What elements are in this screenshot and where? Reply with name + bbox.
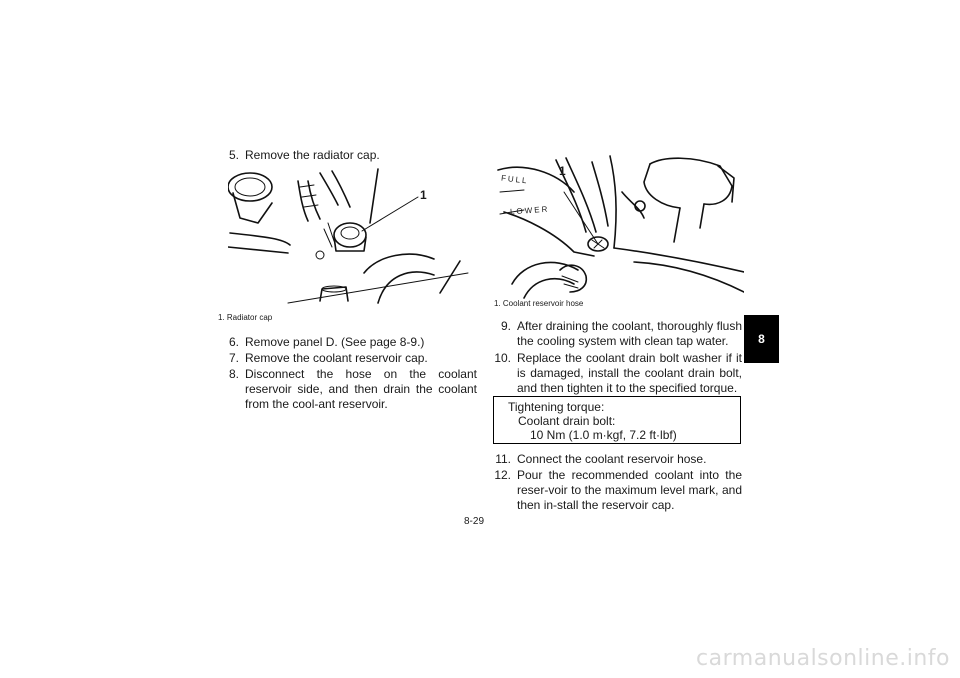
step-6: [217, 335, 477, 351]
step-number: 7.: [228, 351, 239, 365]
torque-value: 10 Nm (1.0 m·kgf, 7.2 ft·lbf): [530, 428, 677, 442]
step-number: 9.: [500, 319, 511, 333]
figure-1-callout: 1: [420, 188, 427, 202]
step-11: [489, 452, 742, 468]
step-9: [489, 319, 742, 351]
step-7: [217, 351, 477, 367]
radiator-cap-illustration: [228, 163, 478, 313]
watermark: carmanualsonline.info: [696, 646, 950, 671]
step-number: 10.: [494, 351, 511, 365]
coolant-reservoir-illustration: [494, 152, 744, 300]
step-text: Replace the coolant drain bolt washer if it is damaged, install the coolant drain bolt, and then tighten it to the specified torque.: [517, 351, 742, 395]
step-text: Remove panel D. (See page 8-9.): [245, 335, 425, 349]
full-level-mark: FULL: [500, 173, 529, 186]
step-number: 6.: [228, 335, 239, 349]
step-8: [217, 367, 477, 415]
step-text: Connect the coolant reservoir hose.: [517, 452, 707, 466]
section-tab: 8: [744, 315, 779, 363]
step-10: [489, 351, 742, 399]
step-number: 5.: [228, 148, 239, 162]
page-number: 8-29: [464, 516, 485, 527]
step-text: Disconnect the hose on the coolant reservoir side, and then drain the coolant from the cool-ant reservoir.: [245, 367, 477, 411]
figure-1-caption: 1. Radiator cap: [218, 313, 273, 322]
figure-2-caption: 1. Coolant reservoir hose: [494, 299, 584, 308]
step-text: After draining the coolant, thoroughly flush the cooling system with clean tap water.: [517, 319, 742, 348]
step-number: 8.: [228, 367, 239, 381]
step-5: [217, 148, 477, 164]
step-text: Remove the radiator cap.: [245, 148, 380, 162]
step-number: 12.: [494, 468, 511, 482]
figure-2-callout: 1: [559, 164, 566, 178]
step-text: Remove the coolant reservoir cap.: [245, 351, 428, 365]
step-number: 11.: [495, 452, 511, 466]
torque-heading: Tightening torque:: [508, 400, 605, 414]
lower-level-mark: LOWER: [509, 204, 550, 217]
step-12: [489, 468, 742, 516]
torque-item: Coolant drain bolt:: [518, 414, 616, 428]
step-text: Pour the recommended coolant into the reser-voir to the maximum level mark, and then in-stall the reservoir cap.: [517, 468, 742, 512]
torque-spec-box: [493, 396, 741, 444]
